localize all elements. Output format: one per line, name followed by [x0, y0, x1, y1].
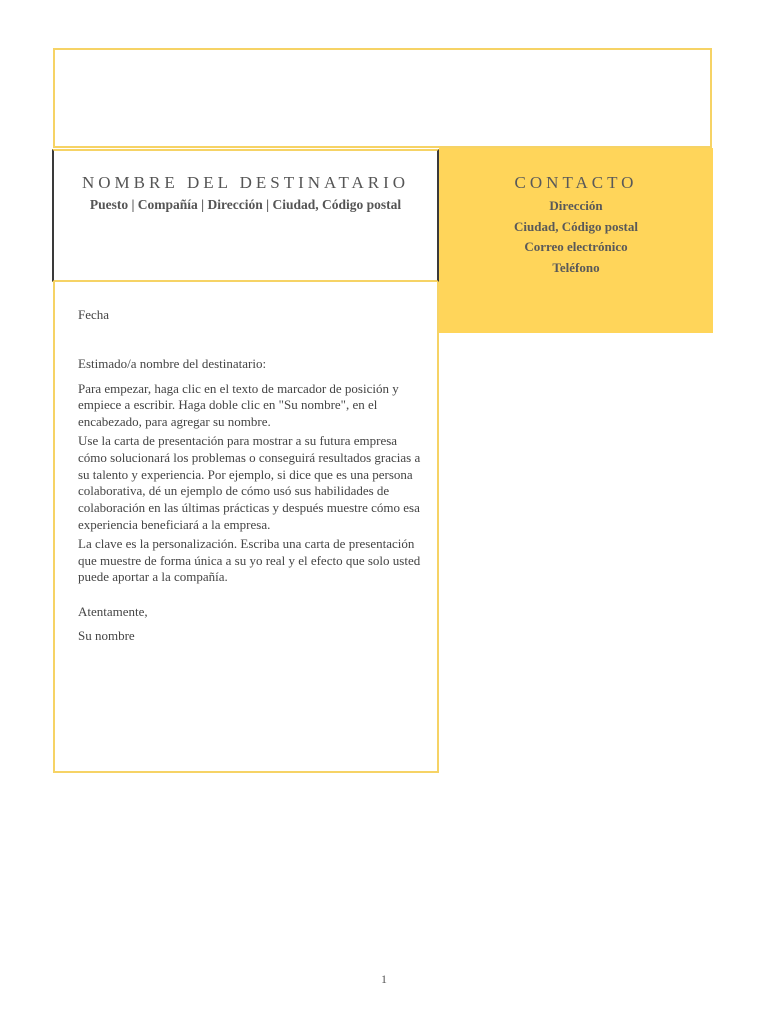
letter-paragraph[interactable]: Para empezar, haga clic en el texto de marcador de posición y empiece a escribir. Haga doble clic en "Su nombre", en el encabezado, para agregar su nombre. [78, 380, 399, 430]
page-number: 1 [381, 972, 387, 986]
recipient-details[interactable]: Puesto | Compañía | Dirección | Ciudad, Código postal [89, 197, 402, 212]
recipient-name[interactable]: NOMBRE DEL DESTINATARIO [81, 173, 410, 192]
contact-title: CONTACTO [514, 173, 638, 192]
letter-paragraph[interactable]: La clave es la personalización. Escriba una carta de presentación que muestre de forma única a su yo real y el efecto que solo usted puede aportar a la compañía. [78, 535, 421, 585]
header-frame [53, 48, 712, 148]
letter-closing[interactable]: Atentamente, [78, 604, 148, 620]
contact-city-postal[interactable]: Ciudad, Código postal [514, 218, 638, 234]
contact-block [439, 148, 713, 333]
letter-salutation[interactable]: Estimado/a nombre del destinatario: [78, 355, 267, 371]
letter-block [53, 282, 439, 773]
letter-signature[interactable]: Su nombre [78, 627, 135, 643]
letter-date[interactable]: Fecha [78, 307, 110, 322]
contact-phone[interactable]: Teléfono [552, 259, 600, 275]
recipient-block [52, 149, 439, 282]
letter-paragraph[interactable]: Use la carta de presentación para mostrar a su futura empresa cómo solucionará los problemas o conseguirá resultados gracias a su talento y experiencia. Por ejemplo, si dice que es una persona colaborativa, dé un ejemplo de cómo usó sus habilidades de colaboración en las últimas prácticas y después muestre cómo esa experiencia beneficiará a la empresa. [78, 432, 421, 532]
letter-body [78, 307, 423, 645]
contact-address[interactable]: Dirección [549, 198, 603, 213]
contact-lines [439, 196, 713, 278]
contact-email[interactable]: Correo electrónico [524, 239, 628, 254]
